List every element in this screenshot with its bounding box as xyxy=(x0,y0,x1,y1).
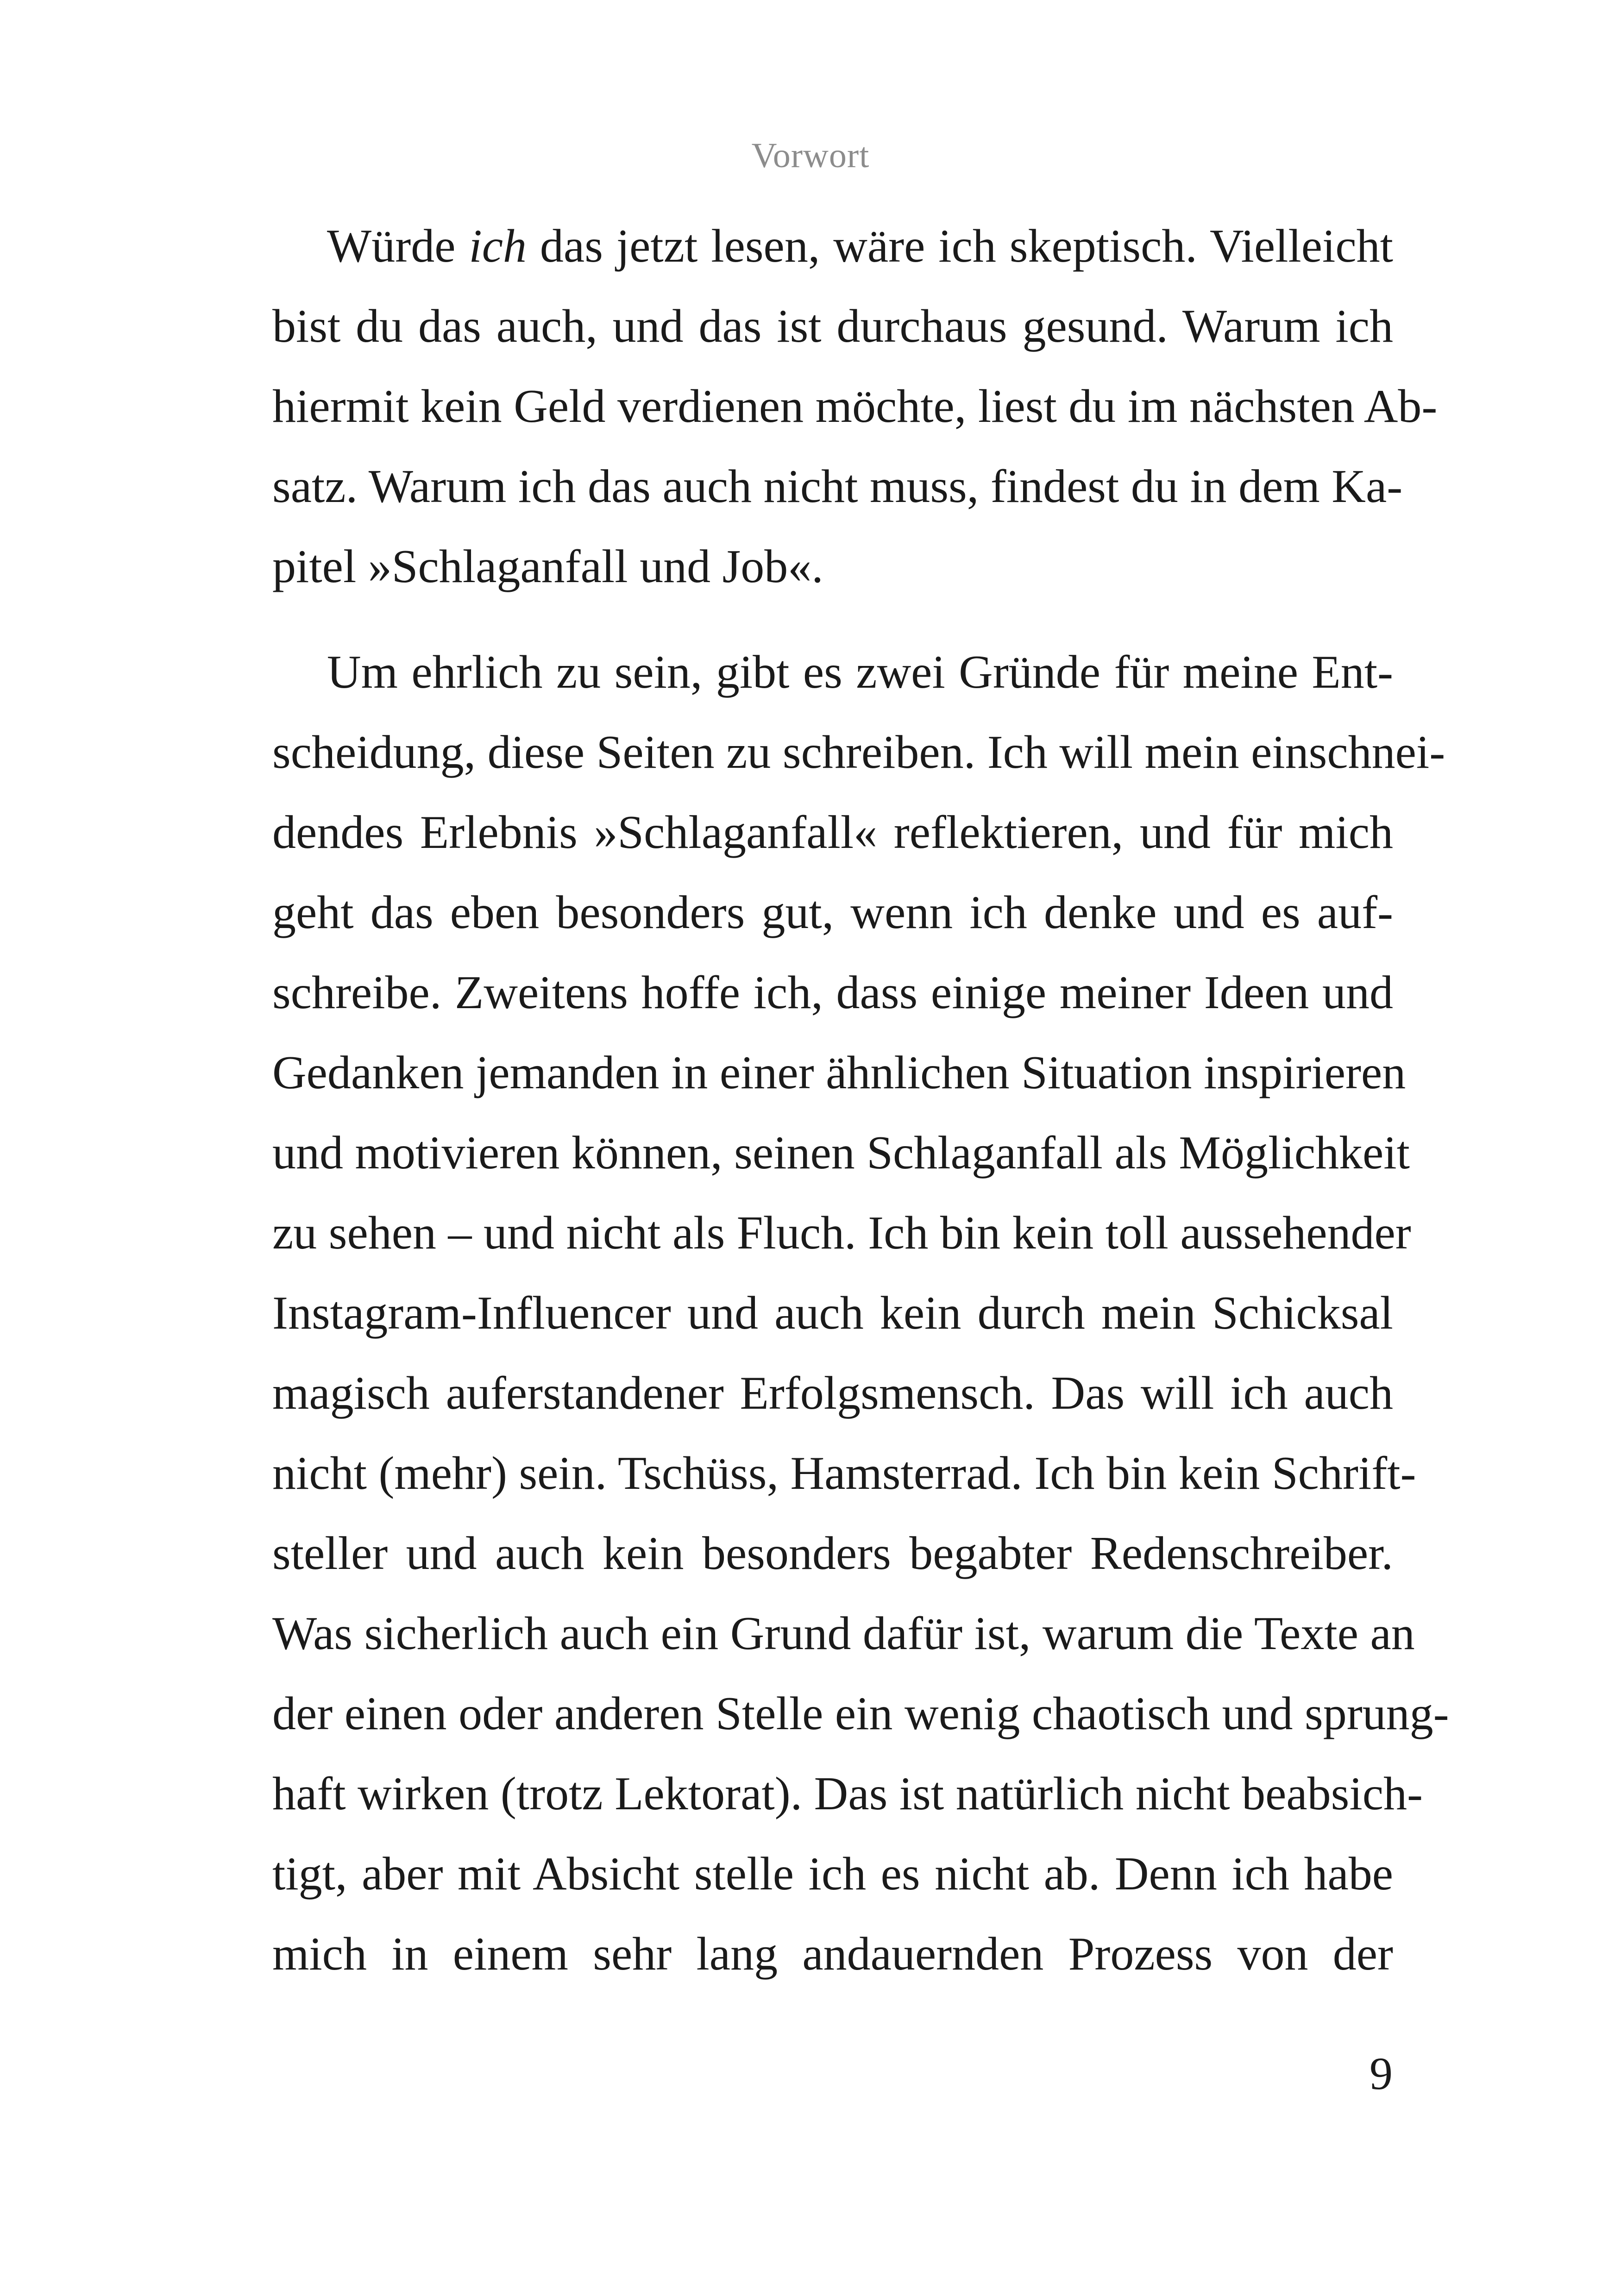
paragraph-line: scheidung, diese Seiten zu schreiben. Ich will mein einschnei- xyxy=(272,726,1445,778)
paragraph-line: tigt, aber mit Absicht stelle ich es nicht ab. Denn ich habe xyxy=(272,1848,1393,1900)
paragraph-line: haft wirken (trotz Lektorat). Das ist natürlich nicht beabsich- xyxy=(272,1768,1423,1820)
paragraph-line: nicht (mehr) sein. Tschüss, Hamsterrad. Ich bin kein Schrift- xyxy=(272,1447,1416,1499)
paragraph-line: steller und auch kein besonders begabter Redenschreiber. xyxy=(272,1527,1393,1580)
paragraph-line: magisch auferstandener Erfolgsmensch. Das will ich auch xyxy=(272,1367,1393,1419)
paragraph-line: und motivieren können, seinen Schlaganfall als Möglichkeit xyxy=(272,1127,1410,1179)
paragraph-line: Um ehrlich zu sein, gibt es zwei Gründe für meine Ent- xyxy=(327,646,1393,698)
paragraph-line: Instagram-Influencer und auch kein durch mein Schicksal xyxy=(272,1287,1393,1339)
paragraph-line: dendes Erlebnis »Schlaganfall« reflektieren, und für mich xyxy=(272,806,1393,859)
paragraph-2 xyxy=(272,632,1449,1994)
paragraph-line: schreibe. Zweitens hoffe ich, dass einige meiner Ideen und xyxy=(272,966,1393,1019)
paragraph-line: Was sicherlich auch ein Grund dafür ist, warum die Texte an xyxy=(272,1607,1415,1660)
paragraph-line: mich in einem sehr lang andauernden Prozess von der xyxy=(272,1928,1393,1980)
paragraph-line: Würde ich das jetzt lesen, wäre ich skeptisch. Vielleicht xyxy=(327,220,1393,272)
paragraph-line: hiermit kein Geld verdienen möchte, liest du im nächsten Ab- xyxy=(272,380,1438,433)
emphasis: ich xyxy=(469,220,527,272)
running-head: Vorwort xyxy=(751,136,870,175)
paragraph-line: geht das eben besonders gut, wenn ich denke und es auf- xyxy=(272,886,1393,939)
paragraph-line: zu sehen – und nicht als Fluch. Ich bin kein toll aussehender xyxy=(272,1207,1411,1259)
paragraph-line: pitel »Schlaganfall und Job«. xyxy=(272,540,823,593)
paragraph-line: der einen oder anderen Stelle ein wenig chaotisch und sprung- xyxy=(272,1687,1449,1740)
paragraph-line: satz. Warum ich das auch nicht muss, findest du in dem Ka- xyxy=(272,460,1403,513)
page-number: 9 xyxy=(1370,2048,1393,2099)
paragraph-line: bist du das auch, und das ist durchaus gesund. Warum ich xyxy=(272,300,1393,352)
paragraph-line: Gedanken jemanden in einer ähnlichen Situation inspirieren xyxy=(272,1047,1406,1099)
paragraph-1 xyxy=(272,206,1438,607)
